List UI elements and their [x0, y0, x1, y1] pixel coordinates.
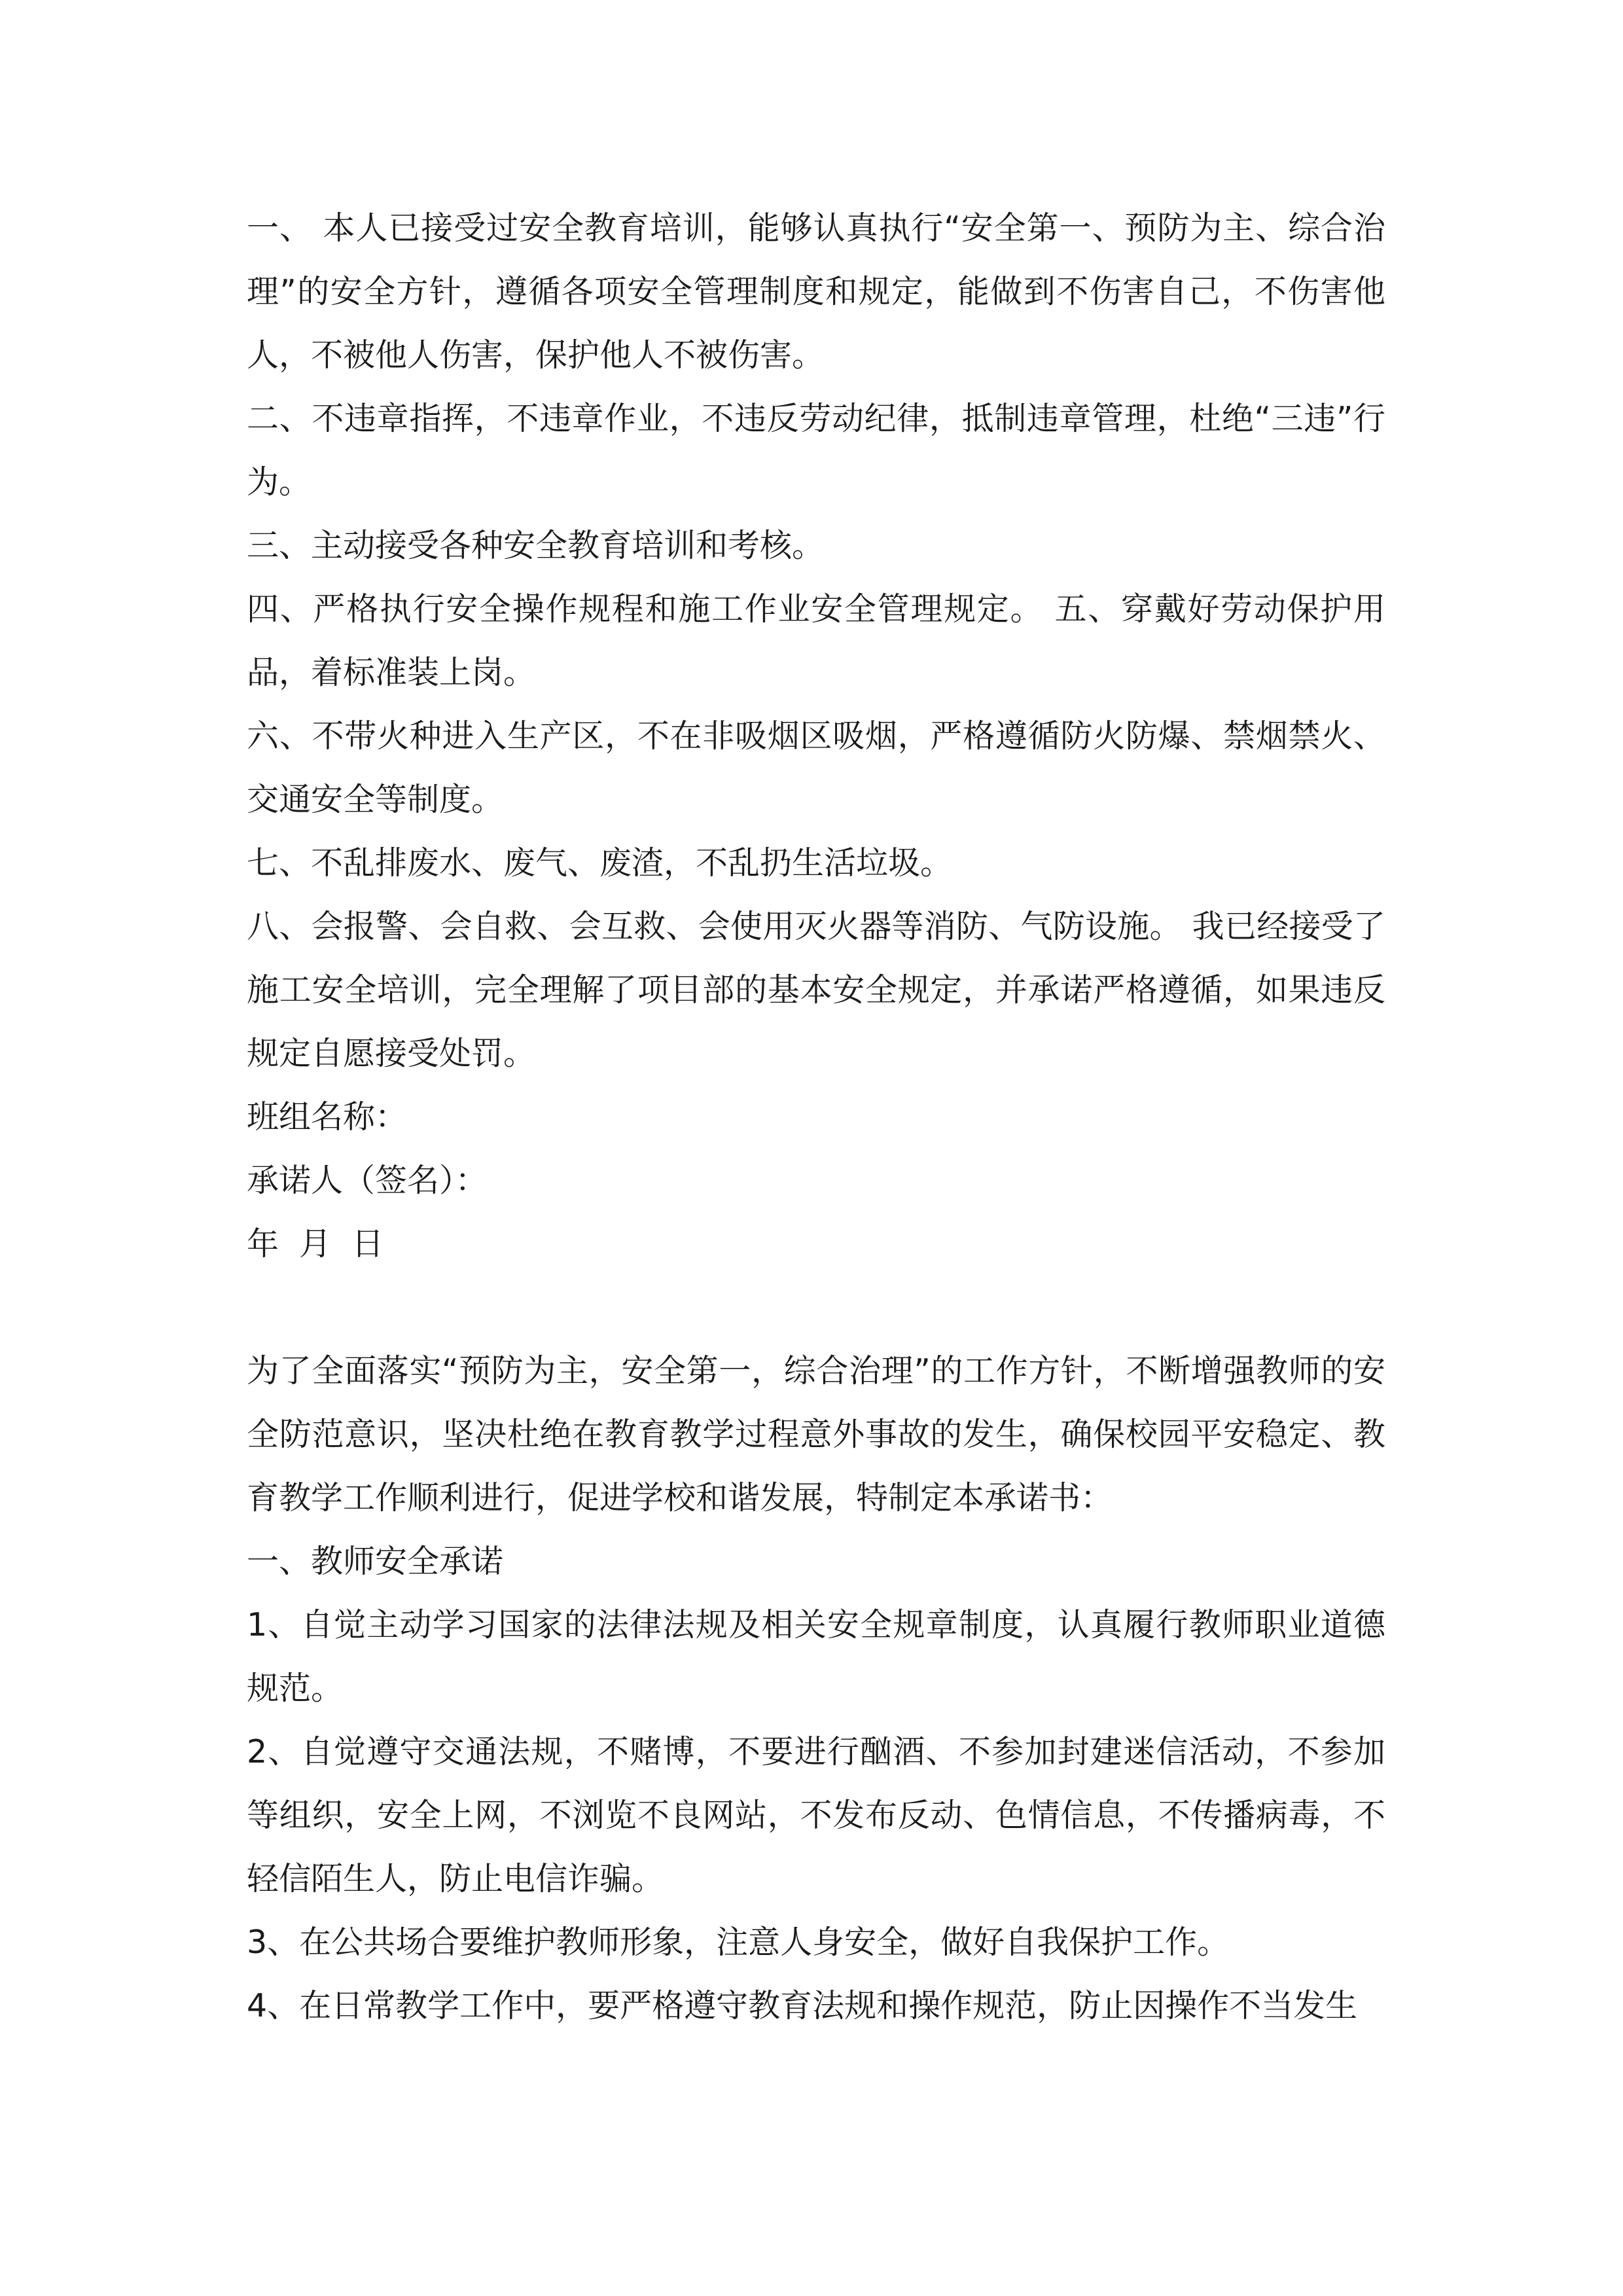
- teacher-item-4: 4、在日常教学工作中，要严格遵守教育法规和操作规范，防止因操作不当发生: [247, 1987, 1358, 2024]
- team-name-label: 班组名称：: [247, 1098, 408, 1136]
- document-body: [247, 196, 1385, 2037]
- commitment-item-6: 六、不带火种进入生产区，不在非吸烟区吸烟，严格遵循防火防爆、禁烟禁火、交通安全等制度。: [247, 717, 1385, 818]
- commitment-item-3: 三、主动接受各种安全教育培训和考核。: [247, 527, 825, 564]
- commitment-item-1: 一、 本人已接受过安全教育培训，能够认真执行“安全第一、预防为主、综合治理”的安全方针，遵循各项安全管理制度和规定，能做到不伤害自己，不伤害他人，不被他人伤害，保护他人不被伤害。: [247, 209, 1385, 374]
- commitment-item-8: 八、会报警、会自救、会互救、会使用灭火器等消防、气防设施。 我已经接受了施工安全培训，完全理解了项目部的基本安全规定，并承诺严格遵循，如果违反规定自愿接受处罚。: [247, 908, 1385, 1072]
- teacher-item-2: 2、自觉遵守交通法规，不赌博，不要进行酗酒、不参加封建迷信活动，不参加等组织，安全上网，不浏览不良网站，不发布反动、色情信息，不传播病毒，不轻信陌生人，防止电信诈骗。: [247, 1733, 1385, 1897]
- teacher-item-1: 1、自觉主动学习国家的法律法规及相关安全规章制度，认真履行教师职业道德规范。: [247, 1606, 1385, 1707]
- commitment-item-2: 二、不违章指挥，不违章作业，不违反劳动纪律，抵制违章管理，杜绝“三违”行为。: [247, 400, 1385, 501]
- section-gap: [247, 1276, 1385, 1339]
- signer-label: 承诺人（签名）：: [247, 1162, 488, 1199]
- teacher-commitment-intro: 为了全面落实“预防为主，安全第一，综合治理”的工作方针，不断增强教师的安全防范意识，坚决杜绝在教育教学过程意外事故的发生，确保校园平安稳定、教育教学工作顺利进行，促进学校和谐发展，特制定本承诺书：: [247, 1352, 1385, 1516]
- commitment-item-4-5: 四、严格执行安全操作规程和施工作业安全管理规定。 五、穿戴好劳动保护用品，着标准装上岗。: [247, 590, 1385, 691]
- date-label: 年 月 日: [247, 1225, 384, 1263]
- teacher-item-3: 3、在公共场合要维护教师形象，注意人身安全，做好自我保护工作。: [247, 1924, 1230, 1961]
- teacher-commitment-heading: 一、教师安全承诺: [247, 1543, 504, 1580]
- commitment-item-7: 七、不乱排废水、废气、废渣，不乱扔生活垃圾。: [247, 844, 953, 882]
